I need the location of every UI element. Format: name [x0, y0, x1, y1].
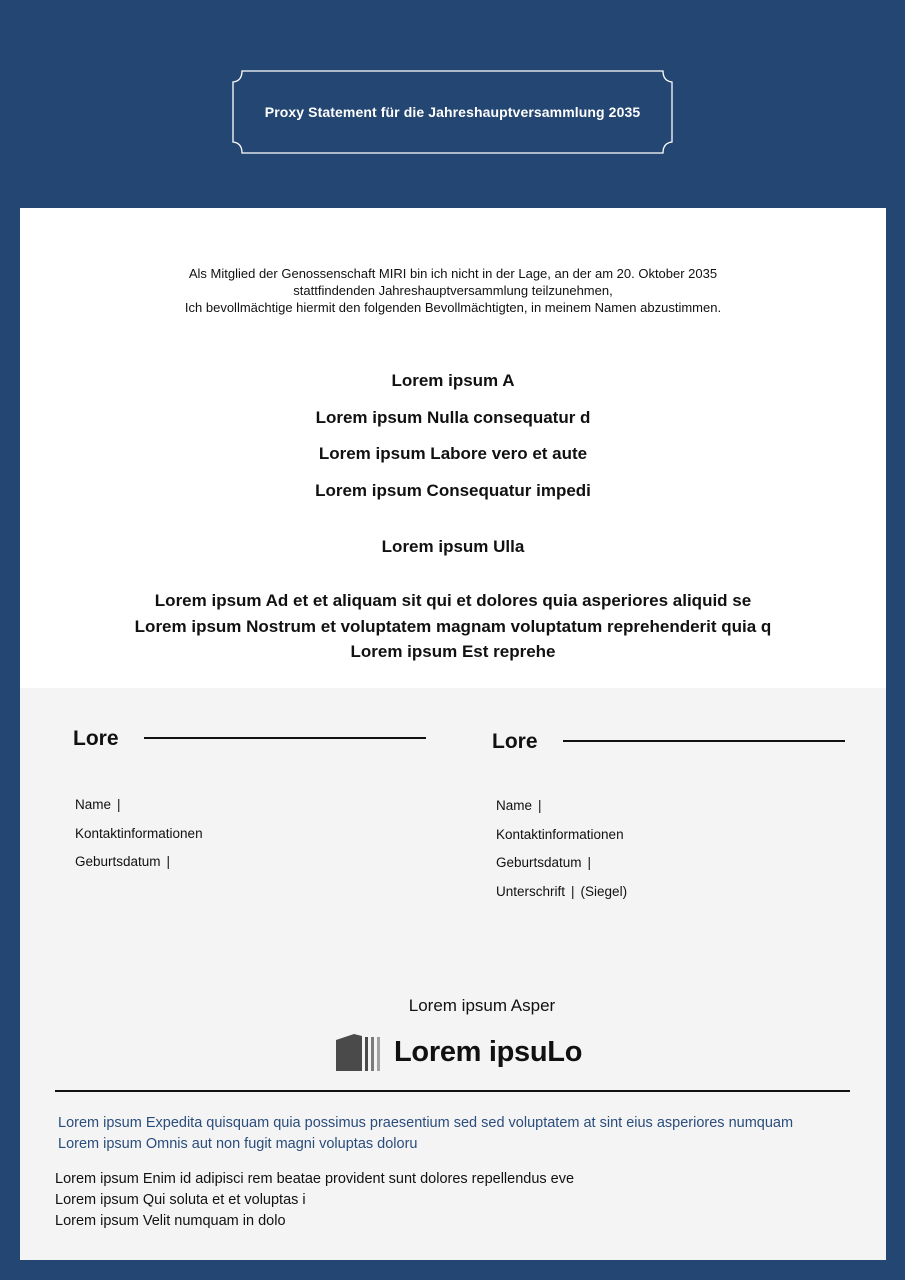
plain-note-line: Lorem ipsum Qui soluta et et voluptas i	[55, 1192, 306, 1208]
name-field	[496, 798, 627, 827]
intro-line: Als Mitglied der Genossenschaft MIRI bin ich nicht in der Lage, an der am 20. Oktober 2035	[188, 266, 718, 281]
birthdate-field	[75, 854, 203, 883]
blue-note-line: Lorem ipsum Omnis aut non fugit magni voluptas doloru	[58, 1136, 418, 1152]
field-separator: |	[166, 854, 171, 870]
bold-paragraph-line: Lorem ipsum Nostrum et voluptatem magnam voluptatum reprehenderit quia q	[134, 616, 772, 636]
building-logo-icon	[336, 1032, 382, 1072]
name-label: Name	[496, 798, 533, 813]
intro-text	[20, 265, 886, 316]
field-separator: |	[571, 884, 575, 900]
heading-item: Lorem ipsum Labore vero et aute	[318, 444, 588, 463]
title-banner	[232, 70, 673, 154]
signature-panel	[20, 688, 886, 1260]
left-column-title: Lore	[73, 727, 119, 750]
heading-list	[20, 370, 886, 516]
right-signature-line	[563, 740, 845, 742]
footer-blue-note	[58, 1113, 793, 1155]
blue-note-line: Lorem ipsum Expedita quisquam quia possimus praesentium sed sed voluptatem at sint eius asperiores numquam	[58, 1115, 794, 1131]
signature-field	[496, 884, 627, 913]
field-separator: |	[538, 798, 542, 813]
logo-wordmark: Lorem ipsuLo	[394, 1035, 583, 1068]
document-title: Proxy Statement für die Jahreshauptversammlung 2035	[264, 104, 641, 120]
contact-field	[75, 826, 203, 855]
company-logo	[336, 1032, 582, 1072]
name-label: Name	[75, 797, 112, 812]
name-field	[75, 797, 203, 826]
contact-field	[496, 827, 627, 856]
signature-label: Unterschrift	[496, 884, 566, 900]
birthdate-label: Geburtsdatum	[75, 854, 161, 870]
proxy-form-sheet	[20, 208, 886, 1260]
right-column-title: Lore	[492, 730, 538, 753]
field-separator: |	[587, 855, 592, 871]
right-fields	[496, 798, 627, 913]
plain-note-line: Lorem ipsum Enim id adipisci rem beatae provident sunt dolores repellendus eve	[55, 1171, 575, 1187]
seal-label: (Siegel)	[580, 884, 628, 900]
bold-paragraph-line: Lorem ipsum Est reprehe	[350, 642, 556, 661]
heading-item: Lorem ipsum Nulla consequatur d	[315, 407, 591, 427]
footer-divider	[55, 1090, 850, 1092]
subheading: Lorem ipsum Ulla	[381, 537, 525, 556]
contact-label: Kontaktinformationen	[75, 825, 203, 841]
intro-line: Ich bevollmächtige hiermit den folgenden Bevollmächtigten, in meinem Namen abzustimmen.	[184, 300, 722, 315]
left-fields	[75, 797, 203, 883]
birthdate-field	[496, 855, 627, 884]
bold-paragraph	[20, 588, 886, 665]
field-separator: |	[117, 797, 121, 812]
heading-item: Lorem ipsum A	[391, 371, 515, 390]
plain-note-line: Lorem ipsum Velit numquam in dolo	[55, 1213, 286, 1229]
footer-plain-note	[55, 1169, 574, 1232]
birthdate-label: Geburtsdatum	[496, 855, 582, 871]
heading-item: Lorem ipsum Consequatur impedi	[315, 480, 591, 500]
company-caption: Lorem ipsum Asper	[408, 996, 556, 1015]
intro-line: stattfindenden Jahreshauptversammlung teilzunehmen,	[293, 283, 613, 298]
bold-paragraph-line: Lorem ipsum Ad et et aliquam sit qui et dolores quia asperiores aliquid se	[154, 591, 752, 610]
left-signature-line	[144, 737, 426, 739]
contact-label: Kontaktinformationen	[496, 826, 624, 842]
